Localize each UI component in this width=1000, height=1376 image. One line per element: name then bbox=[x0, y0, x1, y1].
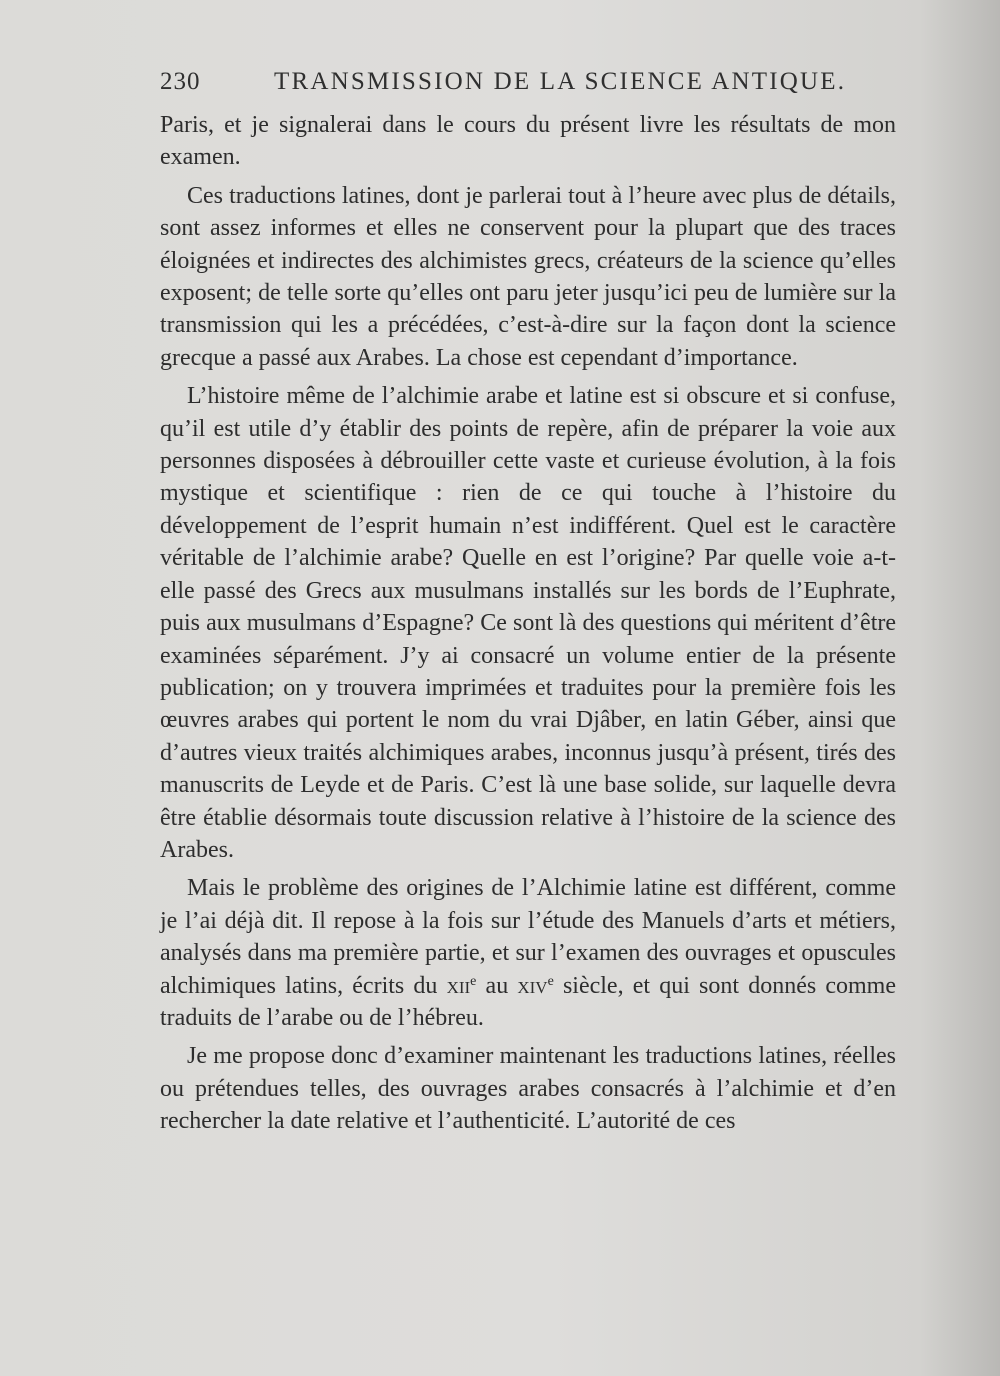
paragraph-4 bbox=[160, 872, 896, 1034]
page-number: 230 bbox=[160, 68, 201, 95]
century-end-superscript: e bbox=[547, 973, 554, 989]
body-text bbox=[160, 109, 896, 1144]
century-start-superscript: e bbox=[470, 973, 477, 989]
century-start: xii bbox=[446, 972, 471, 999]
century-end: xiv bbox=[517, 972, 548, 999]
running-title: TRANSMISSION DE LA SCIENCE ANTIQUE. bbox=[274, 68, 847, 95]
paragraph-1: Paris, et je signalerai dans le cours du présent livre les résultats de mon examen. bbox=[160, 112, 896, 171]
paragraph-4-text-before: Mais le problème des origines de l’Alchimie latine est différent, comme je l’ai déjà dit. Il repose à la fois sur l’étude des Manuels d’arts et métiers, analysés dans ma première partie, et sur l’examen des ouvrages et opuscules alchimiques latins, écrits du bbox=[160, 875, 896, 999]
page-header bbox=[160, 64, 896, 104]
paragraph-4-text-middle: au bbox=[476, 972, 518, 999]
paragraph-5: Je me propose donc d’examiner maintenant les traductions latines, réelles ou prétendues telles, des ouvrages arabes consacrés à l’alchimie et d’en rechercher la date relative et l’authenticité. L’autorité de ces bbox=[160, 1043, 896, 1135]
paragraph-2: Ces traductions latines, dont je parlerai tout à l’heure avec plus de détails, sont assez informes et elles ne conservent pour la plupart que des traces éloignées et indirectes des alchimistes grecs, créateurs de la science qu’elles exposent; de telle sorte qu’elles ont paru jeter jusqu’ici peu de lumière sur la transmission qui les a précédées, c’est-à-dire sur la façon dont la science grecque a passé aux Arabes. La chose est cependant d’importance. bbox=[160, 182, 896, 371]
paragraph-3: L’histoire même de l’alchimie arabe et latine est si obscure et si confuse, qu’il est utile d’y établir des points de repère, afin de préparer la voie aux personnes disposées à débrouiller cette vaste et curieuse évolution, à la fois mystique et scientifique : rien de ce qui touche à l’histoire du développement de l’esprit humain n’est indifférent. Quel est le caractère véritable de l’alchimie arabe? Quelle en est l’origine? Par quelle voie a-t-elle passé des Grecs aux musulmans installés sur les bords de l’Euphrate, puis aux musulmans d’Espagne? Ce sont là des questions qui méritent d’être examinées séparément. J’y ai consacré un volume entier de la présente publication; on y trouvera imprimées et traduites pour la première fois les œuvres arabes qui portent le nom du vrai Djâber, en latin Géber, ainsi que d’autres vieux traités alchimiques arabes, inconnus jusqu’à présent, tirés des manuscrits de Leyde et de Paris. C’est là une base solide, sur laquelle devra être établie désormais toute discussion relative à l’histoire de la science des Arabes. bbox=[160, 383, 896, 863]
paragraph-4-text-after: siècle, et qui sont donnés comme traduits de l’arabe ou de l’hébreu. bbox=[160, 972, 896, 1031]
